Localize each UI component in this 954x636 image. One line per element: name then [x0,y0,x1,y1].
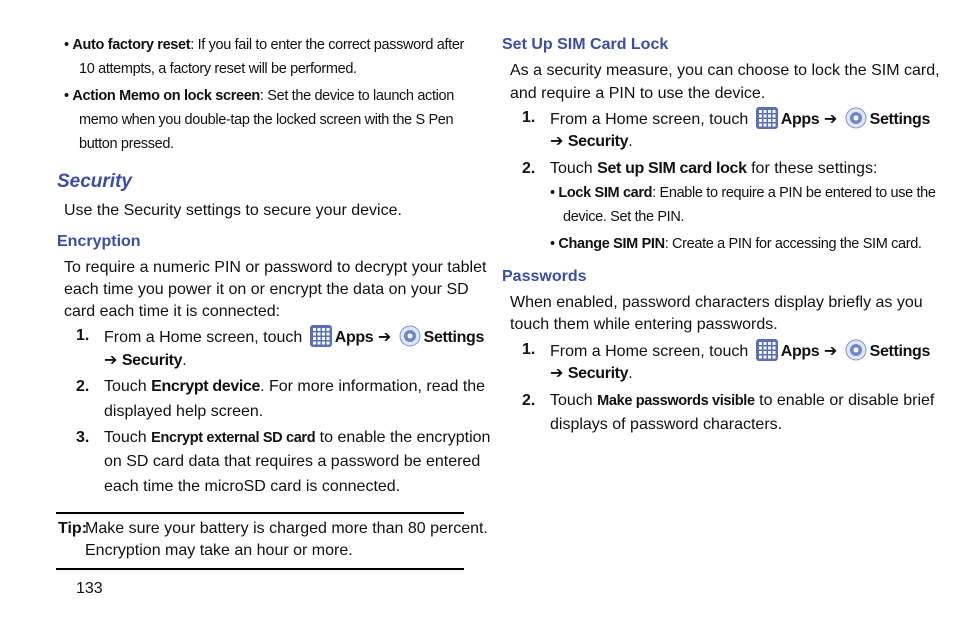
tip-bottom-rule [56,568,464,570]
step-text: From a Home screen, touch [104,329,303,346]
bullet-line: device. Set the PIN. [563,209,685,225]
encryption-paragraph: To require a numeric PIN or password to decrypt your tablet [64,259,487,276]
bullet-line: 10 attempts, a factory reset will be performed. [79,61,357,77]
step-3-line2: on SD card data that requires a password be entered [104,453,481,470]
sim-bullet-change: • Change SIM PIN: Create a PIN for accessing the SIM card. [550,236,922,252]
step-3-line3: each time the microSD card is connected. [104,478,401,495]
step-number: 2. [522,160,536,177]
bullet-auto-factory-reset: • Auto factory reset: If you fail to enter the correct password after [64,37,465,53]
subsection-title-passwords: Passwords [502,268,587,285]
bullet-term: Lock SIM card [558,185,653,201]
step-term: Set up SIM card lock [597,160,747,177]
encryption-paragraph: card each time it is connected: [64,303,281,320]
settings-label: Settings [869,343,930,360]
pw-step-1-line2 [550,363,633,385]
step-text: From a Home screen, touch [550,111,749,128]
apps-label: Apps [780,343,820,360]
step-3 [104,427,490,449]
apps-grid-icon [310,325,332,347]
step-1-line2 [104,350,187,372]
step-2-line2: displayed help screen. [104,403,264,420]
settings-label: Settings [869,111,930,128]
period: . [182,352,187,369]
arrow-icon: ➔ [550,133,564,150]
step-number: 1. [522,341,536,358]
security-label: Security [567,133,629,150]
bullet-line: button pressed. [79,136,174,152]
tip-top-rule [56,512,464,514]
step-1 [104,325,484,349]
settings-label: Settings [423,329,484,346]
apps-grid-icon [756,339,778,361]
apps-label: Apps [334,329,374,346]
arrow-icon: ➔ [823,343,838,360]
step-number: 2. [522,392,536,409]
step-text: . For more information, read the [260,378,486,395]
tip-line: Encryption may take an hour or more. [85,542,353,559]
pw-step-2-line2: displays of password characters. [550,416,783,433]
security-label: Security [567,365,629,382]
apps-label: Apps [780,111,820,128]
security-label: Security [121,352,183,369]
period: . [628,133,633,150]
subsection-title-sim-lock: Set Up SIM Card Lock [502,36,669,53]
page-number: 133 [76,580,103,597]
settings-gear-icon [845,339,867,361]
step-number: 3. [76,429,90,446]
arrow-icon: ➔ [377,329,392,346]
bullet-line: memo when you double-tap the locked screen with the S Pen [79,112,454,128]
step-text: for these settings: [746,160,878,177]
pw-step-2 [550,390,934,412]
bullet-text: : If you fail to enter the correct password after [190,37,465,53]
step-text: Touch [104,378,147,395]
tip-label [58,518,87,540]
security-description: Use the Security settings to secure your device. [64,202,402,219]
sim-bullet-lock: • Lock SIM card: Enable to require a PIN be entered to use the [550,185,936,201]
tip-line: Make sure your battery is charged more than 80 percent. [85,520,488,537]
sim-paragraph: and require a PIN to use the device. [510,85,766,102]
bullet-text: : Enable to require a PIN be entered to use the [652,185,936,201]
step-text: Touch [550,160,593,177]
sim-step-1-line2 [550,131,633,153]
step-term: Encrypt external SD card [151,430,316,446]
sim-paragraph: As a security measure, you can choose to lock the SIM card, [510,62,940,79]
arrow-icon: ➔ [104,352,118,369]
step-text: to enable or disable brief [754,392,935,409]
arrow-icon: ➔ [550,365,564,382]
bullet-text: : Create a PIN for accessing the SIM card. [664,236,922,252]
step-number: 2. [76,378,90,395]
bullet-text: : Set the device to launch action [259,88,454,104]
step-text: From a Home screen, touch [550,343,749,360]
step-term: Encrypt device [151,378,261,395]
apps-grid-icon [756,107,778,129]
bullet-action-memo: • Action Memo on lock screen: Set the device to launch action [64,88,454,104]
bullet-term: Change SIM PIN [558,236,665,252]
section-title-security: Security [57,171,132,192]
passwords-paragraph: touch them while entering passwords. [510,316,778,333]
step-number: 1. [522,109,536,126]
tip-label-text: Tip: [58,520,88,537]
encryption-paragraph: each time you power it on or encrypt the data on your SD [64,281,469,298]
sim-step-2 [550,158,877,180]
pw-step-1 [550,339,930,363]
step-number: 1. [76,327,90,344]
bullet-term: Action Memo on lock screen [72,88,260,104]
passwords-paragraph: When enabled, password characters display briefly as you [510,294,923,311]
period: . [628,365,633,382]
step-text: Touch [104,429,147,446]
step-2 [104,376,485,398]
step-text: Touch [550,392,593,409]
bullet-term: Auto factory reset [72,37,191,53]
step-text: to enable the encryption [315,429,491,446]
subsection-title-encryption: Encryption [57,233,141,250]
arrow-icon: ➔ [823,111,838,128]
sim-step-1 [550,107,930,131]
step-term: Make passwords visible [597,393,755,409]
settings-gear-icon [399,325,421,347]
settings-gear-icon [845,107,867,129]
